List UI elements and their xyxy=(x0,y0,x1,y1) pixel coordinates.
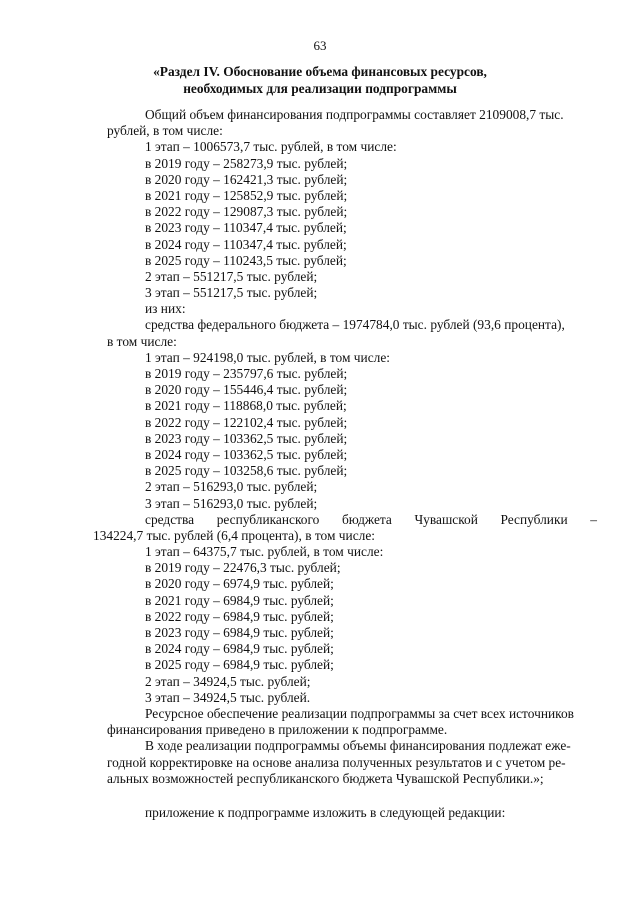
list-item: 3 этап – 34924,5 тыс. рублей. xyxy=(145,689,311,705)
list-item: в 2024 году – 110347,4 тыс. рублей; xyxy=(145,236,347,252)
list-item: в 2019 году – 235797,6 тыс. рублей; xyxy=(145,366,348,381)
list-item: в 2025 году – 110243,5 тыс. рублей; xyxy=(145,252,347,268)
word: республиканского xyxy=(216,511,320,527)
section-title xyxy=(100,63,540,97)
list-item: 2 этап – 551217,5 тыс. рублей; xyxy=(145,268,318,284)
page-number: 63 xyxy=(313,38,327,53)
list-item: в 2023 году – 110347,4 тыс. рублей; xyxy=(145,220,347,236)
list-item: в 2020 году – 162421,3 тыс. рублей; xyxy=(145,171,348,187)
section-title-line-1: «Раздел IV. Обоснование объема финансовых ресурсов, xyxy=(153,64,487,79)
list-item: в 2023 году – 6984,9 тыс. рублей; xyxy=(145,625,334,640)
list-item: в 2024 году – 6984,9 тыс. рублей; xyxy=(145,641,334,657)
list-item: в 2025 году – 103258,6 тыс. рублей; xyxy=(145,463,348,479)
list-item: в 2022 году – 122102,4 тыс. рублей; xyxy=(145,414,348,430)
federal-paragraph-line-2: в том числе: xyxy=(107,333,177,349)
federal-list xyxy=(107,350,597,512)
list-item: в 2021 году – 118868,0 тыс. рублей; xyxy=(145,398,347,414)
word: средства xyxy=(145,511,195,527)
republic-list xyxy=(107,544,597,706)
republic-paragraph-line-2: 134224,7 тыс. рублей (6,4 процента), в том числе: xyxy=(93,527,375,543)
list-item: 1 этап – 64375,7 тыс. рублей, в том числе: xyxy=(145,544,384,560)
republic-paragraph-line-1 xyxy=(107,512,597,528)
appendix-line: приложение к подпрограмме изложить в следующей редакции: xyxy=(145,804,506,820)
list-item: 3 этап – 551217,5 тыс. рублей; xyxy=(145,285,318,301)
total-paragraph-line-1: Общий объем финансирования подпрограммы составляет 2109008,7 тыс. xyxy=(145,107,564,122)
section-title-line-2: необходимых для реализации подпрограммы xyxy=(183,81,457,96)
list-item: 1 этап – 924198,0 тыс. рублей, в том числе: xyxy=(145,349,390,365)
resource-paragraph-line-1: Ресурсное обеспечение реализации подпрограммы за счет всех источников xyxy=(145,705,574,721)
list-item: в 2021 году – 125852,9 тыс. рублей; xyxy=(145,187,348,203)
correction-paragraph-line-1: В ходе реализации подпрограммы объемы финансирования подлежат еже- xyxy=(145,738,571,754)
list-item: в 2019 году – 258273,9 тыс. рублей; xyxy=(145,155,348,171)
list-item: в 2024 году – 103362,5 тыс. рублей; xyxy=(145,446,348,462)
list-item: в 2020 году – 155446,4 тыс. рублей; xyxy=(145,382,348,398)
word: Республики xyxy=(500,511,568,527)
list-item: в 2023 году – 103362,5 тыс. рублей; xyxy=(145,430,348,446)
word: – xyxy=(590,511,597,527)
list-item: в 2022 году – 6984,9 тыс. рублей; xyxy=(145,608,334,624)
total-list xyxy=(107,139,597,317)
document-body xyxy=(93,107,597,821)
federal-paragraph-line-1: средства федерального бюджета – 1974784,0 тыс. рублей (93,6 процента), xyxy=(145,317,565,333)
word: бюджета xyxy=(341,511,392,527)
list-item: 2 этап – 516293,0 тыс. рублей; xyxy=(145,479,318,495)
total-paragraph-line-2: рублей, в том числе: xyxy=(107,123,223,139)
list-item: в 2022 году – 129087,3 тыс. рублей; xyxy=(145,204,348,220)
list-item: в 2020 году – 6974,9 тыс. рублей; xyxy=(145,576,334,592)
list-item: 3 этап – 516293,0 тыс. рублей; xyxy=(145,495,318,511)
word: Чувашской xyxy=(414,511,478,527)
list-item: из них: xyxy=(145,301,186,317)
list-item: в 2019 году – 22476,3 тыс. рублей; xyxy=(145,560,341,576)
list-item: 1 этап – 1006573,7 тыс. рублей, в том числе: xyxy=(145,139,397,155)
list-item: 2 этап – 34924,5 тыс. рублей; xyxy=(145,673,311,689)
list-item: в 2021 году – 6984,9 тыс. рублей; xyxy=(145,592,334,608)
correction-paragraph-line-3: альных возможностей республиканского бюджета Чувашской Республики.»; xyxy=(107,770,544,786)
list-item: в 2025 году – 6984,9 тыс. рублей; xyxy=(145,657,334,673)
resource-paragraph-line-2: финансирования приведено в приложении к подпрограмме. xyxy=(107,722,448,738)
correction-paragraph-line-2: годной корректировке на основе анализа полученных результатов и с учетом ре- xyxy=(107,754,566,770)
